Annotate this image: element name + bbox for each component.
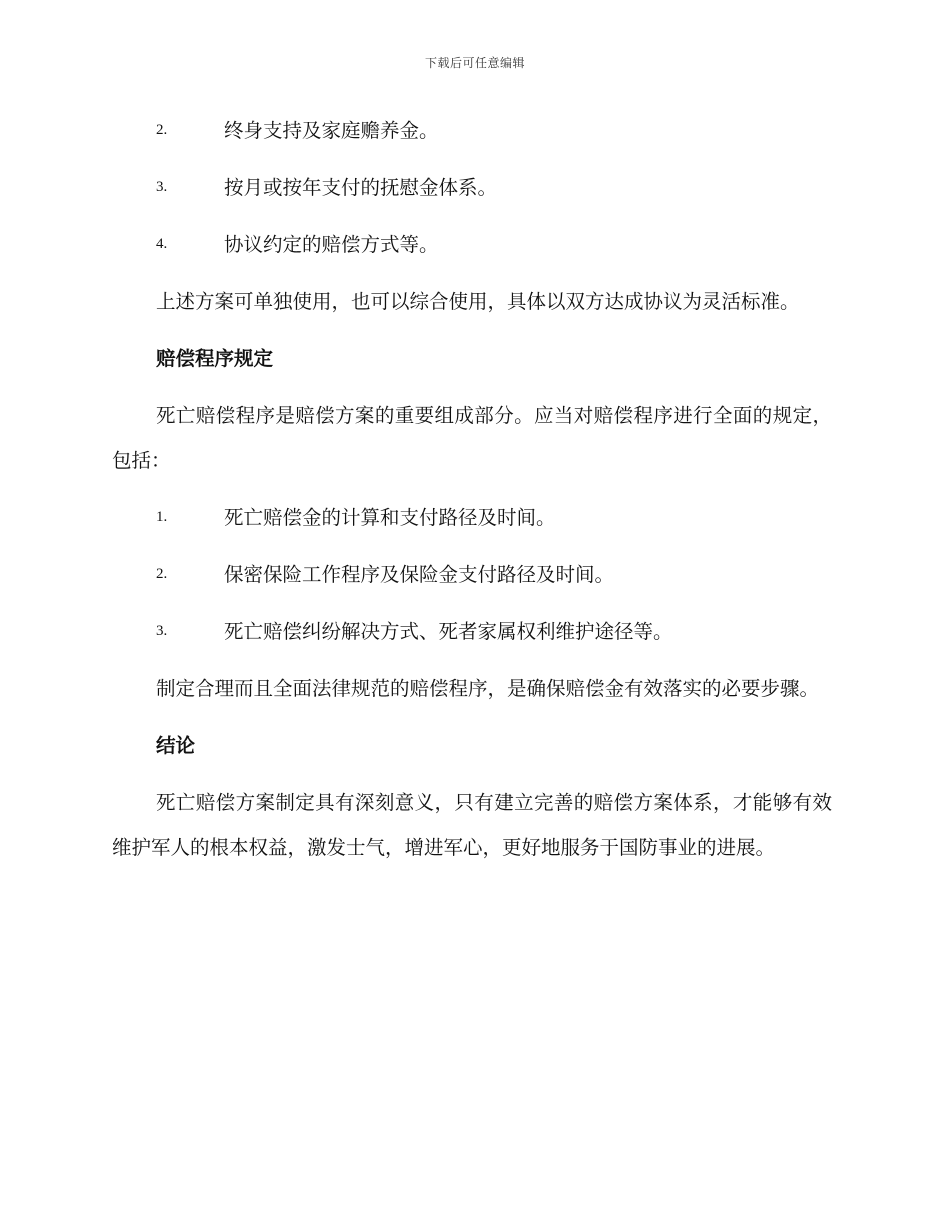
list-item	[112, 609, 832, 654]
list-item-text: 死亡赔偿纠纷解决方式、死者家属权利维护途径等。	[224, 620, 673, 643]
document-body	[112, 108, 832, 882]
list-item-number: 3.	[156, 179, 168, 195]
paragraph-procedure-intro: 死亡赔偿程序是赔偿方案的重要组成部分。应当对赔偿程序进行全面的规定，包括：	[112, 404, 832, 472]
list-item-number: 3.	[156, 623, 168, 639]
list-item-number: 4.	[156, 236, 168, 252]
list-item-text: 死亡赔偿金的计算和支付路径及时间。	[224, 506, 556, 529]
list-item-number: 2.	[156, 122, 168, 138]
paragraph-procedure-summary: 制定合理而且全面法律规范的赔偿程序，是确保赔偿金有效落实的必要步骤。	[156, 677, 820, 700]
list-item	[112, 165, 832, 210]
page-header: 下载后可任意编辑	[424, 56, 525, 70]
list-item-text: 协议约定的赔偿方式等。	[224, 233, 439, 256]
list-item-text: 保密保险工作程序及保险金支付路径及时间。	[224, 563, 615, 586]
list-item-text: 终身支持及家庭赡养金。	[224, 119, 439, 142]
paragraph-conclusion: 死亡赔偿方案制定具有深刻意义，只有建立完善的赔偿方案体系，才能够有效维护军人的根本权益，激发士气，增进军心，更好地服务于国防事业的进展。	[112, 791, 832, 859]
list-item	[112, 108, 832, 153]
section-heading-procedure: 赔偿程序规定	[156, 347, 274, 370]
paragraph-combined-use: 上述方案可单独使用，也可以综合使用，具体以双方达成协议为灵活标准。	[156, 290, 800, 313]
section-heading-conclusion: 结论	[156, 734, 196, 757]
list-item-number: 2.	[156, 566, 168, 582]
list-item	[112, 222, 832, 267]
list-item	[112, 495, 832, 540]
list-item	[112, 552, 832, 597]
list-item-number: 1.	[156, 509, 168, 525]
list-item-text: 按月或按年支付的抚慰金体系。	[224, 176, 498, 199]
